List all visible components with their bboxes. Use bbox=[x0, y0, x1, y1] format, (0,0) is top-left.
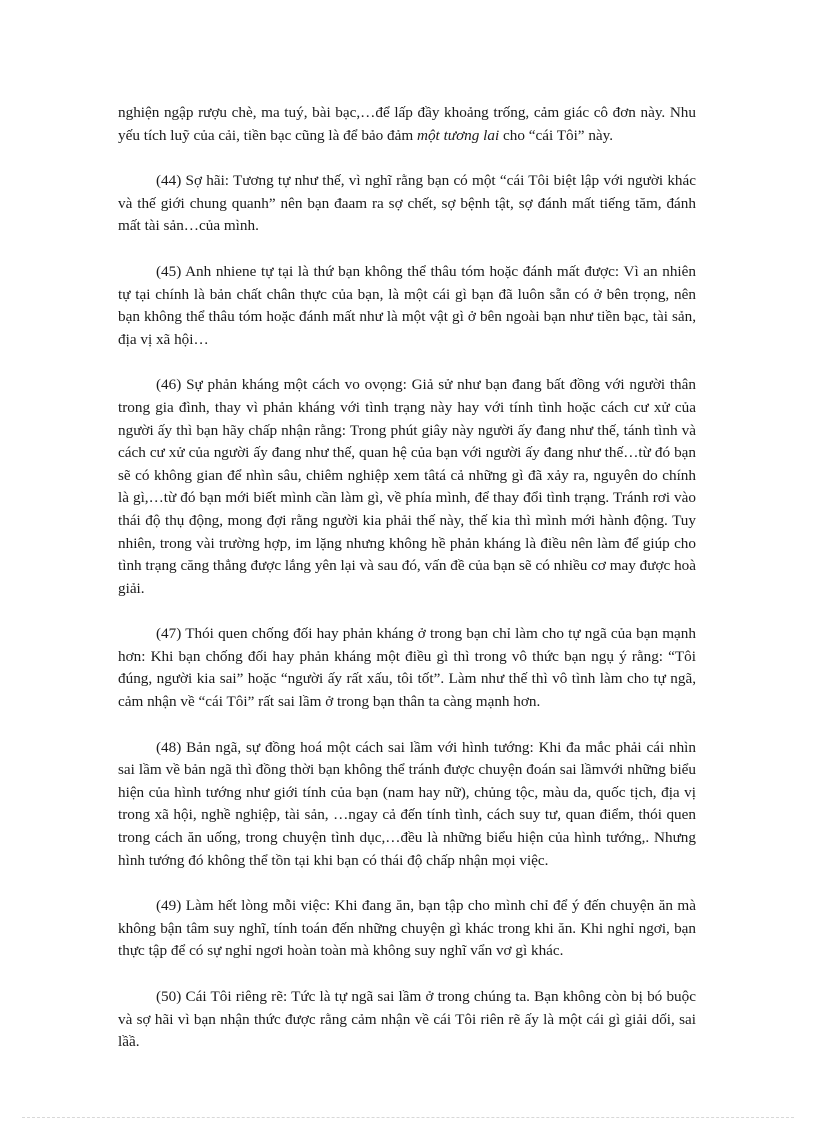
text-run: (47) Thói quen chống đối hay phản kháng ở trong bạn chỉ làm cho tự ngã của bạn mạnh hơn: Khi bạn chống đối hay phản kháng một điều gì thì trong vô thức bạn ngụ ý rằng: “Tôi đúng, người kia sai” hoặc “người ấy rất xấu, tôi tốt”. Làm như thế thì vô tình làm cho tự ngã, cảm nhận về “cái Tôi” rất sai lầm ở trong bạn thân ta càng mạnh hơn. bbox=[118, 625, 696, 711]
text-run: (44) Sợ hãi: Tương tự như thế, vì nghĩ rằng bạn có một “cái Tôi biệt lập với người khác và thế giới chung quanh” nên bạn đaam ra sợ chết, sợ bệnh tật, sợ đánh mất tiếng tăm, đánh mất tài sản…của mình. bbox=[118, 172, 696, 235]
text-run: nghiện ngập rượu chè, ma tuý, bài bạc,…để lấp đầy khoảng trống, cảm giác cô đơn này. Nhu yếu tích luỹ của cải, tiền bạc cũng là để bảo đảm bbox=[118, 104, 696, 144]
text-run: (50) Cái Tôi riêng rẽ: Tức là tự ngã sai lầm ở trong chúng ta. Bạn không còn bị bó buộc và sợ hãi vì bạn nhận thức được rằng cảm nhận về cái Tôi riên rẽ ấy là một cái gì giải dối, sai lầầ. bbox=[118, 988, 696, 1051]
text-run: cho “cái Tôi” này. bbox=[499, 126, 614, 144]
paragraph-49 bbox=[118, 895, 696, 963]
paragraph-48 bbox=[118, 737, 696, 873]
paragraph-continuation bbox=[118, 102, 696, 147]
paragraph-45 bbox=[118, 261, 696, 351]
page-bottom-divider bbox=[22, 1117, 794, 1118]
text-run: (46) Sự phản kháng một cách vo ovọng: Giả sử như bạn đang bất đồng với người thân trong gia đình, thay vì phản kháng với tình trạng này hay với tính tình hoặc cách cư xử của người ấy thì bạn hãy chấp nhận rằng: Trong phút giây này người ấy đang như thế, tánh tình và cách cư xử của người ấy đang như thế, quan hệ của bạn với người ấy đang như thế…từ đó bạn sẽ có không gian để nhìn sâu, chiêm nghiệp xem tâtá cả những gì đã xảy ra, nguyên do chính là gì,…từ đó bạn mới biết mình cần làm gì, về phía mình, để thay đổi tình trạng. Tránh rơi vào thái độ thụ động, mong đợi rằng người kia phải thế này, thế kia thì mình mới hành động. Tuy nhiên, trong vài trường hợp, im lặng nhưng không hề phản kháng là điều nên làm để giúp cho tình trạng căng thẳng được lắng yên lại và sau đó, vấn đề của bạn sẽ có nhiều cơ may được hoà giải. bbox=[118, 376, 696, 597]
paragraph-46 bbox=[118, 374, 696, 600]
text-run: (48) Bản ngã, sự đồng hoá một cách sai lầm với hình tướng: Khi đa mắc phải cái nhìn sai lầm về bản ngã thì đồng thời bạn không thể tránh được chuyện đoán sai lầmvới những biểu hiện của hình tướng như giới tính của bạn (nam hay nữ), chủng tộc, màu da, quốc tịch, địa vị trong xã hội, nghề nghiệp, tài sản, …ngay cả đến tính tình, cách suy tư, quan điểm, thói quen trong cách ăn uống, trong chuyện tình dục,…đều là những biểu hiện của hình tướng,. Nhưng hình tướng đó không thể tồn tại khi bạn có thái độ chấp nhận mọi việc. bbox=[118, 738, 696, 869]
paragraph-50 bbox=[118, 986, 696, 1054]
italic-text-run: một tương lai bbox=[417, 126, 500, 144]
text-run: (45) Anh nhiene tự tại là thứ bạn không thể thâu tóm hoặc đánh mất được: Vì an nhiên tự tại chính là bản chất chân thực của bạn, là một cái gì bạn đã luôn sẵn có ở bên trọng, nên bạn không thể thâu tóm hoặc đánh mất như là một vật gì ở bên ngoài bạn như tiền bạc, tài sản, địa vị xã hội… bbox=[118, 262, 696, 348]
paragraph-44 bbox=[118, 170, 696, 238]
document-body bbox=[118, 102, 696, 1077]
paragraph-47 bbox=[118, 623, 696, 713]
text-run: (49) Làm hết lòng mỗi việc: Khi đang ăn, bạn tập cho mình chỉ để ý đến chuyện ăn mà không bận tâm suy nghĩ, tính toán đến những chuyện gì khác trong khi ăn. Khi nghỉ ngơi, bạn thực tập để có sự nghỉ ngơi hoàn toàn mà không suy nghĩ vẩn vơ gì khác. bbox=[118, 897, 696, 960]
